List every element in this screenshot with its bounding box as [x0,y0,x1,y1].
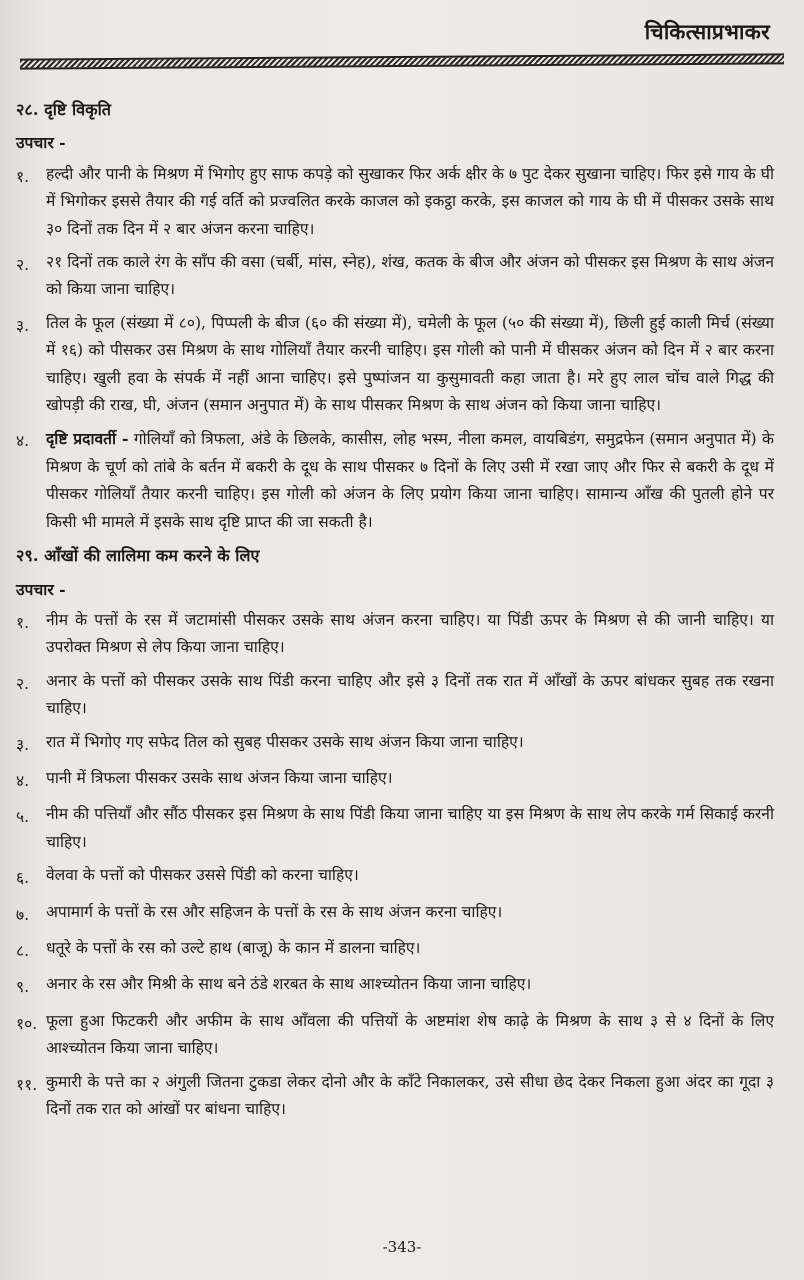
list-item [16,862,774,892]
list-item [16,899,774,929]
list-item [16,668,774,723]
list-item [16,310,774,420]
item-number: १. [16,167,30,186]
list-item [16,161,774,243]
section-heading: २८. दृष्टि विकृति [16,100,112,119]
item-number: २. [16,256,30,275]
list-item [16,1008,774,1063]
item-text-wrapper [46,425,774,536]
list-item [16,425,774,536]
list-item [16,765,774,795]
item-number: ११. [16,1075,38,1094]
section-28 [16,96,774,536]
item-text: २१ दिनों तक काले रंग के साँप की वसा (चर्बी, मांस, स्नेह), शंख, कतक के बीज और अंजन को पीसकर इस मिश्रण के साथ अंजन को किया जाना चाहिए। [46,253,774,299]
list-item [16,801,774,856]
item-number: ६. [16,869,30,888]
header-rule [20,53,784,69]
item-number: ३. [16,316,30,335]
item-text: पानी में त्रिफला पीसकर उसके साथ अंजन किया जाना चाहिए। [46,768,393,787]
list-item [16,607,774,662]
item-text: फूला हुआ फिटकरी और अफीम के साथ आँवला की पत्तियों के अष्टमांश शेष काढ़े के मिश्रण के साथ ३ से ४ दिनों के लिए आश्च्योतन किया जाना चाहिए। [46,1011,774,1058]
item-number: ८. [16,941,30,960]
item-number: ४. [16,771,30,790]
item-text: धतूरे के पत्तों के रस को उल्टे हाथ (बाजू) के कान में डालना चाहिए। [46,938,421,957]
list-item [16,249,774,304]
list-item [16,971,774,1001]
list-item [16,729,774,759]
item-text: गोलियाँ को त्रिफला, अंडे के छिलके, कासीस, लोह भस्म, नीला कमल, वायबिडंग, समुद्रफेन (समान अनुपात में) के मिश्रण के चूर्ण को तांबे के बर्तन में बकरी के दूध के साथ पीसकर ७ दिनों के लिए उसी में रखा जाए और फिर से बकरी के दूध में पीसकर गोलियाँ तैयार करनी चाहिए। इस गोली को अंजन के लिए प्रयोग किया जाना चाहिए। सामान्य आँख की पुतली होने पर किसी भी मामले में इसके साथ दृष्टि प्राप्त की जा सकती है। [46,430,774,531]
page-number: -343- [382,1238,422,1256]
item-text: हल्दी और पानी के मिश्रण में भिगोए हुए साफ कपड़े को सुखाकर फिर अर्क क्षीर के ७ पुट देकर सुखाना चाहिए। फिर इसे गाय के घी में भिगोकर इससे तैयार की गई वर्ति को प्रज्वलित करके काजल को इकट्ठा करके, इस काजल को गाय के घी में पीसकर उसके साथ ३० दिनों तक दिन में २ बार अंजन करना चाहिए। [46,164,774,238]
upchar-label: उपचार - [16,579,66,599]
item-number: ४. [16,432,30,451]
upchar-label: उपचार - [16,133,66,153]
list-item [16,935,774,965]
section-29 [16,542,774,1123]
item-number: ५. [16,808,30,827]
item-text: वेलवा के पत्तों को पीसकर उससे पिंडी को करना चाहिए। [46,866,359,885]
item-text: तिल के फूल (संख्या में ८०), पिप्पली के बीज (६० की संख्या में), चमेली के फूल (५० की संख्या में), छिली हुई काली मिर्च (संख्या में १६) को पीसकर उस मिश्रण के साथ गोलियाँ तैयार करनी चाहिए। इस गोली को पानी में घीसकर अंजन को दिन में २ बार करना चाहिए। खुली हवा के संपर्क में नहीं आना चाहिए। इसे पुष्पांजन या कुसुमावती कहा जाता है। मरे हुए लाल चोंच वाले गिद्ध की खोपड़ी की राख, घी, अंजन (समान अनुपात में) के साथ पीसकर मिश्रण के साथ अंजन को किया जाना चाहिए। [46,313,774,415]
item-text: रात में भिगोए गए सफेद तिल को सुबह पीसकर उसके साथ अंजन किया जाना चाहिए। [46,732,524,751]
item-number: २. [16,674,30,693]
item-number: १. [16,613,30,632]
item-number: ९. [16,978,30,997]
page-content [16,92,774,1129]
list-item [16,1069,774,1124]
item-text: नीम के पत्तों के रस में जटामांसी पीसकर उसके साथ अंजन करना चाहिए। या पिंडी ऊपर के मिश्रण से की जानी चाहिए। या उपरोक्त मिश्रण से लेप किया जाना चाहिए। [46,610,774,657]
item-number: १०. [16,1014,38,1033]
item-text: अनार के पत्तों को पीसकर उसके साथ पिंडी करना चाहिए और इसे ३ दिनों तक रात में आँखों के ऊपर बांधकर सुबह तक रखना चाहिए। [46,671,774,718]
item-number: ३. [16,735,30,754]
item-text: कुमारी के पत्ते का २ अंगुली जितना टुकडा लेकर दोनो और के काँटे निकालकर, उसे सीधा छेद देकर निकला हुआ अंदर का गूदा ३ दिनों तक रात को आंखों पर बांधना चाहिए। [46,1072,774,1118]
item-text: नीम की पत्तियाँ और सौंठ पीसकर इस मिश्रण के साथ पिंडी किया जाना चाहिए या इस मिश्रण के साथ लेप करके गर्म सिकाई करनी चाहिए। [46,805,774,851]
section-heading: २९. आँखों की लालिमा कम करने के लिए [16,546,260,566]
item-number: ७. [16,905,30,924]
item-text: अपामार्ग के पत्तों के रस और सहिजन के पत्तों के रस के साथ अंजन करना चाहिए। [46,902,503,921]
item-text: अनार के रस और मिश्री के साथ बने ठंडे शरबत के साथ आश्च्योतन किया जाना चाहिए। [46,975,532,994]
item-lead-term: दृष्टि प्रदावर्ती - [46,429,129,449]
running-header-title: चिकित्साप्रभाकर [644,19,770,44]
